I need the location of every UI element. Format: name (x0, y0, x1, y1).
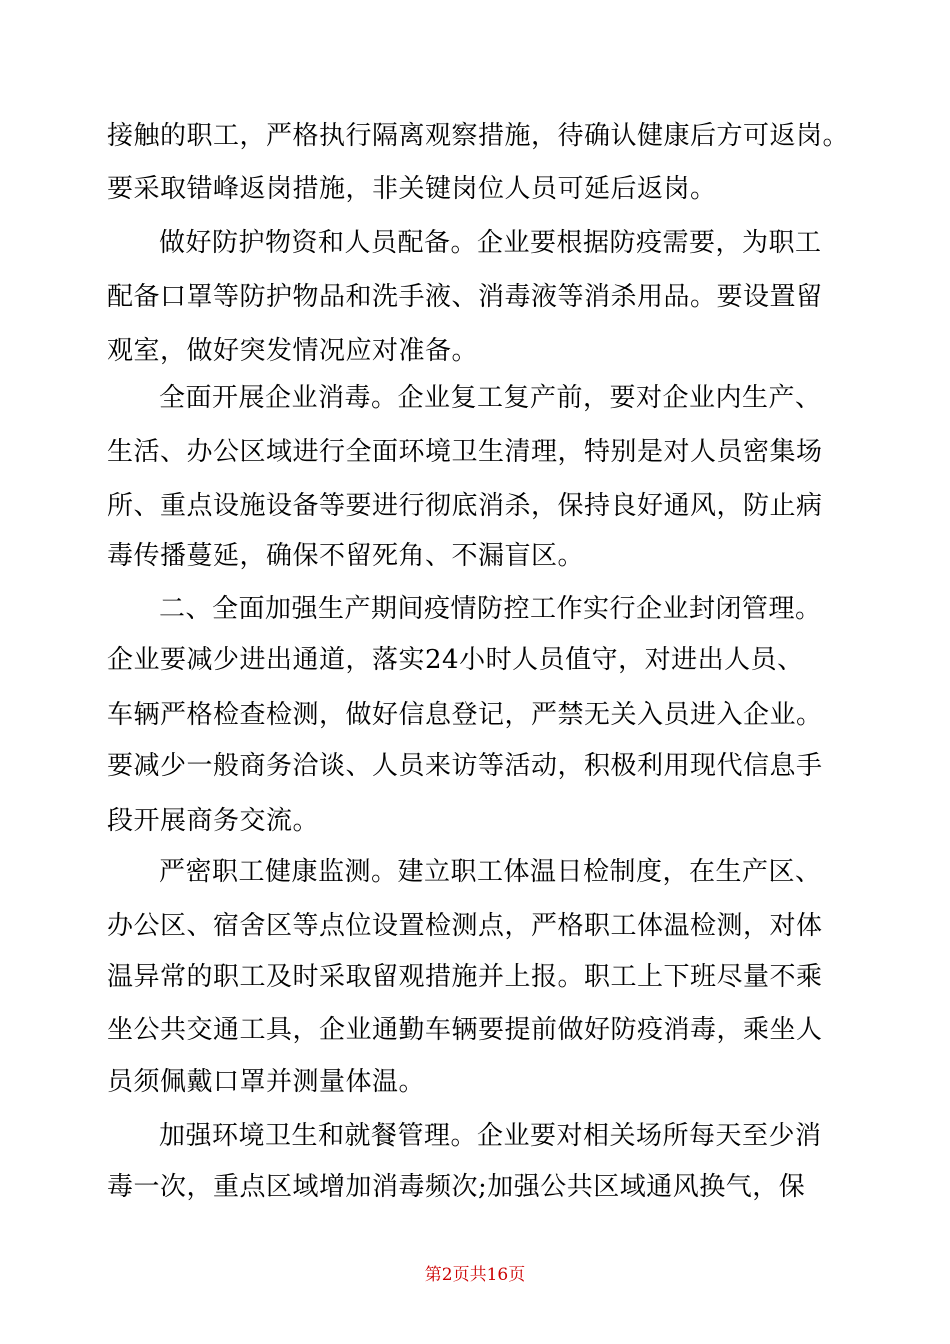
text-line: 接触的职工，严格执行隔离观察措施，待确认健康后方可返岗。 (107, 121, 850, 151)
paragraph-start-line: 做好防护物资和人员配备。企业要根据防疫需要，为职工 (159, 228, 822, 258)
page-number-footer: 第2页共16页 (424, 1265, 526, 1285)
text-line: 车辆严格检查检测，做好信息登记，严禁无关入员进入企业。 (107, 700, 823, 730)
text-line: 生活、办公区域进行全面环境卫生清理，特别是对人员密集场 (107, 437, 823, 467)
text-line: 毒传播蔓延，确保不留死角、不漏盲区。 (107, 541, 585, 571)
text-line: 配备口罩等防护物品和洗手液、消毒液等消杀用品。要设置留 (107, 282, 823, 312)
paragraph-start-line: 加强环境卫生和就餐管理。企业要对相关场所每天至少消 (159, 1121, 822, 1151)
text-line: 所、重点设施设备等要进行彻底消杀，保持良好通风，防止病 (107, 491, 823, 521)
text-line: 观室，做好突发情况应对准备。 (107, 336, 479, 366)
text-line: 员须佩戴口罩并测量体温。 (107, 1067, 426, 1097)
paragraph-start-line: 严密职工健康监测。建立职工体温日检制度，在生产区、 (159, 857, 822, 887)
text-line: 要减少一般商务洽谈、人员来访等活动，积极利用现代信息手 (107, 751, 823, 781)
text-line: 段开展商务交流。 (107, 806, 320, 836)
text-line: 坐公共交通工具，企业通勤车辆要提前做好防疫消毒，乘坐人 (107, 1015, 823, 1045)
paragraph-start-line: 二、全面加强生产期间疫情防控工作实行企业封闭管理。 (159, 594, 822, 624)
text-line: 企业要减少进出通道，落实24小时人员值守，对进出人员、 (107, 645, 804, 675)
text-line: 温异常的职工及时采取留观措施并上报。职工上下班尽量不乘 (107, 962, 823, 992)
text-line: 要采取错峰返岗措施，非关键岗位人员可延后返岗。 (107, 174, 717, 204)
text-line: 办公区、宿舍区等点位设置检测点，严格职工体温检测，对体 (107, 911, 823, 941)
paragraph-start-line: 全面开展企业消毒。企业复工复产前，要对企业内生产、 (159, 383, 822, 413)
text-line: 毒一次，重点区域增加消毒频次;加强公共区域通风换气，保 (107, 1172, 806, 1202)
